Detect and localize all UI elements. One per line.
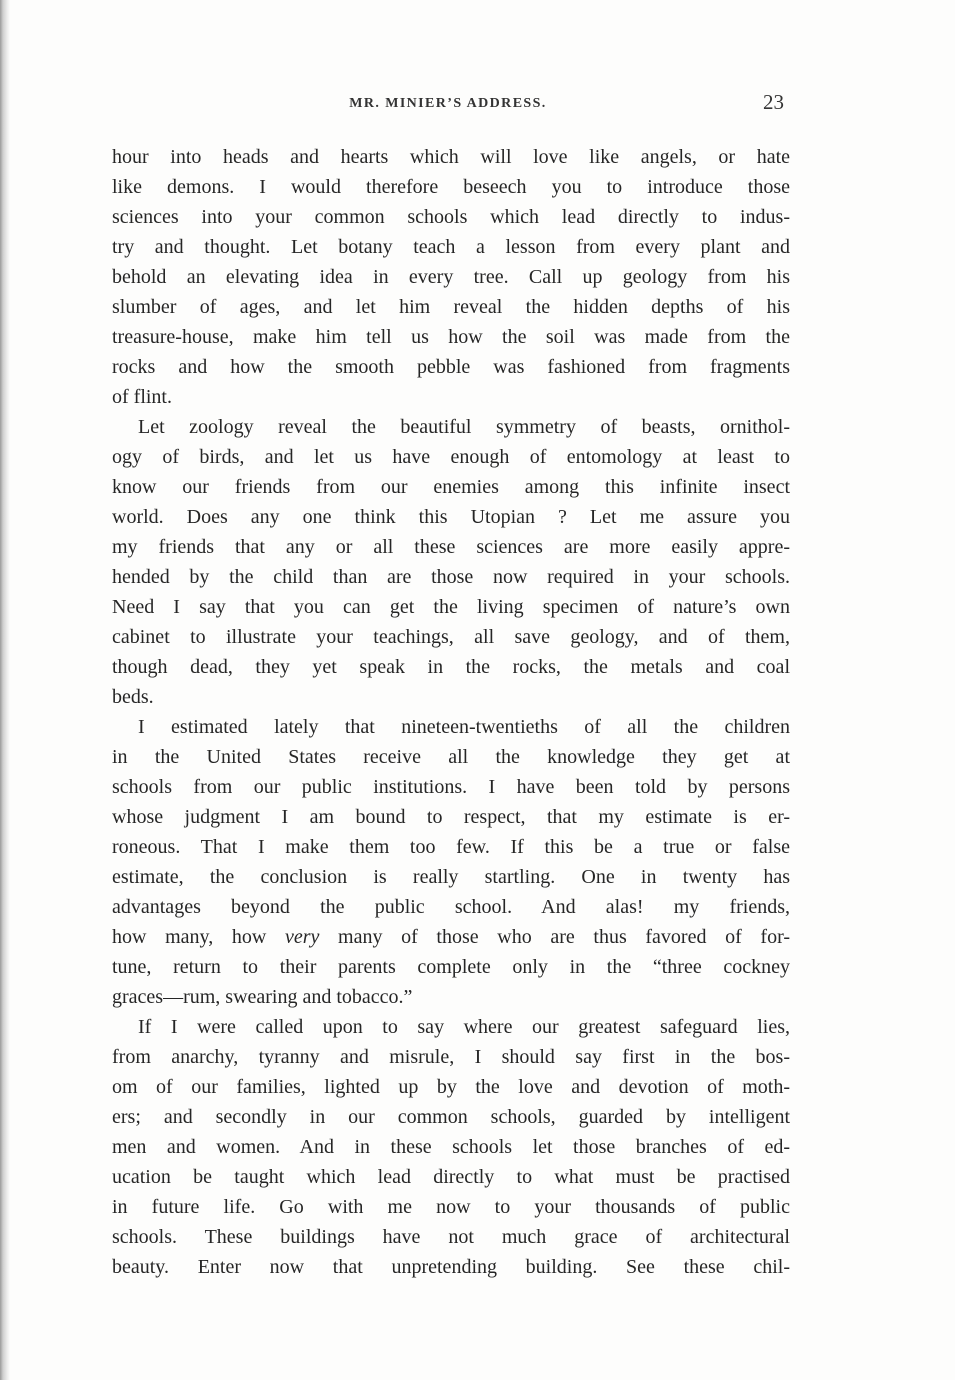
paragraph	[112, 412, 790, 712]
text-line: my friends that any or all these sciences are more easily appre-	[112, 536, 790, 558]
running-head: MR. MINIER’S ADDRESS.	[349, 96, 547, 111]
text-line: try and thought. Let botany teach a lesson from every plant and	[112, 236, 790, 258]
text-line: from anarchy, tyranny and misrule, I should say first in the bos-	[112, 1046, 790, 1068]
text-line: If I were called upon to say where our greatest safeguard lies,	[138, 1016, 790, 1038]
text-line: in the United States receive all the knowledge they get at	[112, 746, 790, 768]
page-number: 23	[763, 90, 784, 114]
text-line: tune, return to their parents complete only in the “three cockney	[112, 956, 790, 978]
text-line: beds.	[112, 686, 154, 708]
text-line: behold an elevating idea in every tree. Call up geology from his	[112, 266, 790, 288]
text-line: schools from our public institutions. I have been told by persons	[112, 776, 790, 798]
text-line: beauty. Enter now that unpretending building. See these chil-	[112, 1256, 790, 1278]
text-line: though dead, they yet speak in the rocks, the metals and coal	[112, 656, 790, 678]
body-text	[112, 142, 790, 1282]
text-line: roneous. That I make them too few. If this be a true or false	[112, 836, 790, 858]
text-line: advantages beyond the public school. And alas! my friends,	[112, 896, 790, 918]
text-line: ucation be taught which lead directly to what must be practised	[112, 1166, 790, 1188]
text-line: Need I say that you can get the living specimen of nature’s own	[112, 596, 790, 618]
text-line: graces—rum, swearing and tobacco.”	[112, 986, 413, 1008]
text-run: how many, how	[112, 926, 285, 948]
paragraph	[112, 1012, 790, 1282]
emphasized-word: very	[284, 926, 320, 948]
text-line: om of our families, lighted up by the love and devotion of moth-	[112, 1076, 790, 1098]
paragraph	[112, 712, 790, 1012]
page-header	[112, 90, 784, 120]
text-line: hour into heads and hearts which will love like angels, or hate	[112, 146, 790, 168]
paragraph	[112, 142, 790, 412]
text-run: many of those who are thus favored of for-	[319, 926, 790, 948]
text-line-with-emphasis	[112, 922, 790, 952]
page-binding-edge	[0, 0, 10, 1380]
text-line: world. Does any one think this Utopian ? Let me assure you	[112, 506, 790, 528]
text-line: hended by the child than are those now required in your schools.	[112, 566, 790, 588]
text-line: whose judgment I am bound to respect, that my estimate is er-	[112, 806, 790, 828]
text-line: know our friends from our enemies among this infinite insect	[112, 476, 790, 498]
text-line: men and women. And in these schools let those branches of ed-	[112, 1136, 790, 1158]
text-line: cabinet to illustrate your teachings, all save geology, and of them,	[112, 626, 790, 648]
text-line: in future life. Go with me now to your thousands of public	[112, 1196, 790, 1218]
text-line: ogy of birds, and let us have enough of entomology at least to	[112, 446, 790, 468]
text-line: rocks and how the smooth pebble was fashioned from fragments	[112, 356, 790, 378]
text-line: schools. These buildings have not much grace of architectural	[112, 1226, 790, 1248]
text-line: slumber of ages, and let him reveal the hidden depths of his	[112, 296, 790, 318]
text-line: of flint.	[112, 386, 172, 408]
text-line: ers; and secondly in our common schools, guarded by intelligent	[112, 1106, 790, 1128]
text-line: I estimated lately that nineteen-twentieths of all the children	[138, 716, 790, 738]
text-line: sciences into your common schools which lead directly to indus-	[112, 206, 790, 228]
text-line: estimate, the conclusion is really startling. One in twenty has	[112, 866, 790, 888]
text-line: Let zoology reveal the beautiful symmetry of beasts, ornithol-	[138, 416, 790, 438]
text-line: treasure-house, make him tell us how the soil was made from the	[112, 326, 790, 348]
text-line: like demons. I would therefore beseech you to introduce those	[112, 176, 790, 198]
